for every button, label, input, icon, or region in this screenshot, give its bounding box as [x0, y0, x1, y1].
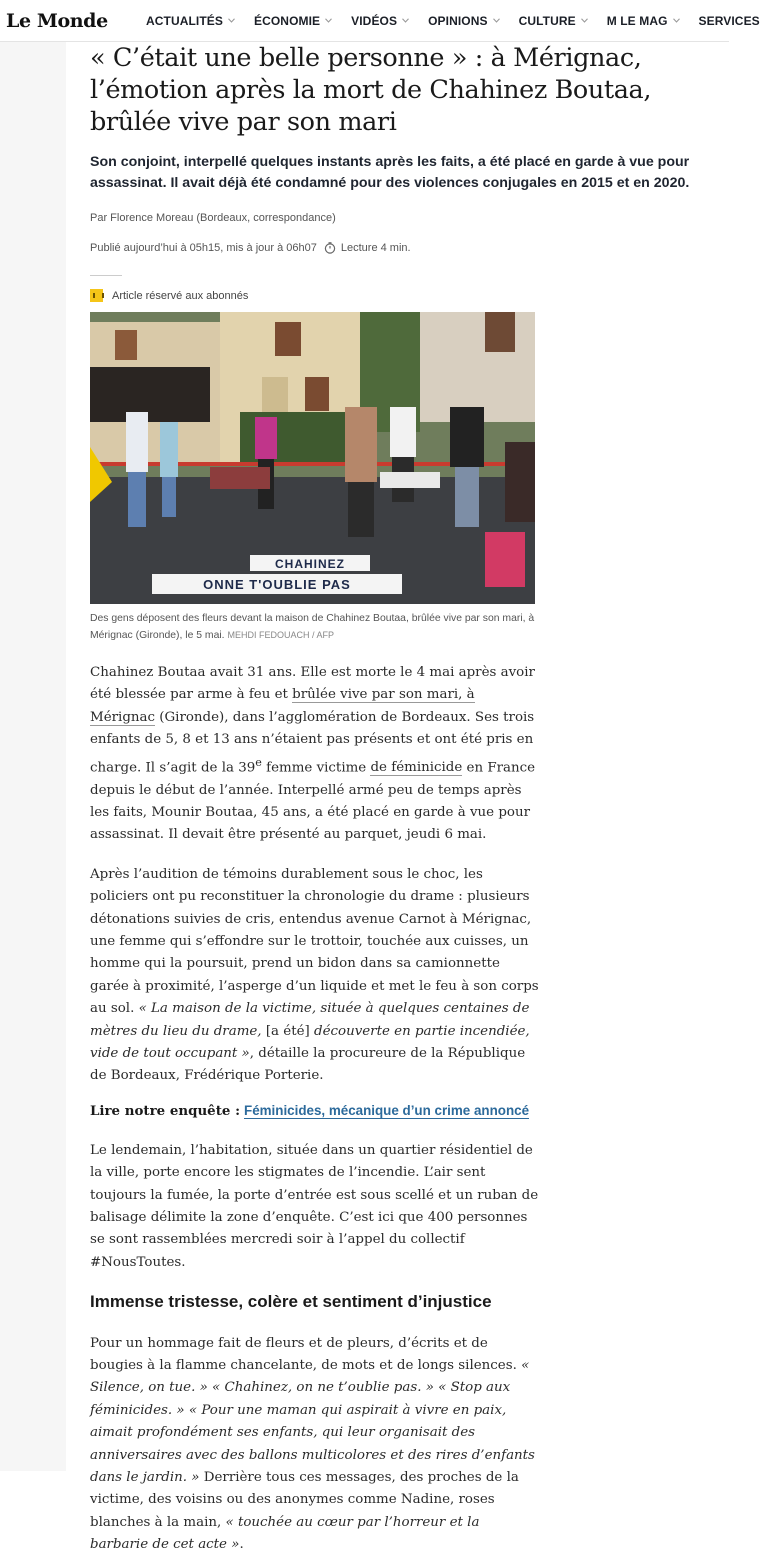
- p1-text-d: en France depuis le début de l’année. Interpellé armé peu de temps après les faits, Mounir Boutaa, 45 ans, a été placé en garde à vue pour assassinat. Il devait être présenté au parquet, jeudi 6 mai.: [90, 760, 536, 843]
- nav-item-label: ACTUALITÉS: [146, 13, 223, 28]
- p1-sup: e: [255, 755, 262, 769]
- nav-item-label: M LE MAG: [606, 13, 668, 28]
- photo-credit: MEHDI FEDOUACH / AFP: [227, 630, 334, 640]
- p1-text-a: Chahinez Boutaa avait 31 ans. Elle est morte le 4 mai après avoir été blessée par arme à feu et: [90, 665, 535, 703]
- p1-text-b: (Gironde), dans l’agglomération de Bordeaux. Ses trois enfants de 5, 8 et 13 ans n’étaient pas présents et ont été pris en charge. Il s’agit de la 39: [90, 709, 535, 776]
- nav-item-label: ÉCONOMIE: [254, 13, 321, 28]
- top-navigation: [0, 0, 760, 42]
- divider: [90, 275, 122, 276]
- p4-text-c: .: [239, 1537, 244, 1553]
- p2-quote-2: découverte en partie incendiée, vide de tout occupant »: [90, 1023, 530, 1061]
- nav-menu: [146, 14, 779, 28]
- chevron-down-icon: [325, 18, 332, 23]
- photo-caption: [90, 611, 540, 644]
- premium-badge: [90, 289, 710, 302]
- nav-item-services[interactable]: [699, 14, 760, 28]
- caption-text: Des gens déposent des fleurs devant la maison de Chahinez Boutaa, brûlée vive par son mari, à Mérignac (Gironde), le 5 mai.: [90, 613, 535, 641]
- nav-item-m-le-mag[interactable]: [607, 14, 680, 28]
- link-feminicide[interactable]: de féminicide: [370, 760, 463, 776]
- chevron-down-icon: [228, 18, 235, 23]
- premium-label: Article réservé aux abonnés: [112, 289, 249, 302]
- p2-text-a: Après l’audition de témoins durablement sous le choc, les policiers ont pu reconstituer la chronologie du drame : plusieurs détonations suivies de cris, entendus avenue Carnot à Mérignac, une femme qui s’effondre sur le trottoir, touchée aux cuisses, un homme qui la poursuit, prend un bidon dans sa camionnette garée à proximité, l’asperge d’un liquide et met le feu à son corps au sol.: [90, 866, 539, 1017]
- article-description: Son conjoint, interpellé quelques instants après les faits, a été placé en garde à vue pour assassinat. Il avait déjà été condamné pour des violences conjugales en 2015 et en 2020.: [90, 154, 690, 191]
- photo-sign-message: ONNE T'OUBLIE PAS: [203, 577, 351, 592]
- nav-item-label: CULTURE: [518, 13, 576, 28]
- reading-time: Lecture 4 min.: [340, 242, 411, 254]
- p2-text-c: , détaille la procureure de la République de Bordeaux, Frédérique Porterie.: [90, 1045, 526, 1084]
- p1-text-c: femme victime: [261, 760, 371, 776]
- article-author[interactable]: Par Florence Moreau (Bordeaux, correspondance): [90, 212, 336, 224]
- p4-quote-1: « Silence, on tue. » « Chahinez, on ne t’oublie pas. » « Stop aux féminicides. » « Pour une maman qui aspirait à vivre en paix, aimait profondément ses enfants, qui leur organisait des anniversaires avec des ballons multicolores et des rires d’enfants dans le jardin. »: [90, 1358, 535, 1486]
- article: [90, 42, 710, 1557]
- nav-item-opinions[interactable]: [428, 14, 499, 28]
- subscriber-icon: [90, 289, 103, 302]
- p2-quote-1: « La maison de la victime, située à quelques centaines de mètres du lieu du drame,: [90, 1001, 530, 1039]
- photo-sign-chahinez: CHAHINEZ: [275, 557, 345, 571]
- chevron-down-icon: [402, 18, 409, 23]
- nav-item-label: OPINIONS: [428, 13, 488, 28]
- read-also-link[interactable]: Féminicides, mécanique d’un crime annoncé: [244, 1102, 530, 1118]
- p4-text-b: Derrière tous ces messages, des proches de la victime, des voisins ou des anonymes comme Nadine, roses blanches à la main,: [90, 1470, 519, 1530]
- paragraph-4: [90, 1333, 540, 1557]
- paragraph-1: [90, 662, 540, 847]
- nav-item-culture[interactable]: [519, 14, 588, 28]
- clock-icon: [324, 242, 336, 254]
- p4-quote-2: « touchée au cœur par l’horreur et la barbarie de cet acte »: [90, 1514, 480, 1553]
- section-heading: Immense tristesse, colère et sentiment d’injustice: [90, 1292, 492, 1312]
- read-also-label: Lire notre enquête :: [90, 1102, 241, 1119]
- nav-item--conomie[interactable]: [254, 14, 332, 28]
- chevron-down-icon: [581, 18, 588, 23]
- nav-item-label: SERVICES: [698, 13, 760, 28]
- nav-item-actualit-s[interactable]: [146, 14, 235, 28]
- p4-text-a: Pour un hommage fait de fleurs et de pleurs, d’écrits et de bougies à la flamme chancelante, de mots et de longs silences.: [90, 1335, 522, 1374]
- article-title: « C’était une belle personne » : à Mérignac, l’émotion après la mort de Chahinez Boutaa, brûlée vive par son mari: [90, 43, 652, 137]
- article-meta: [90, 242, 710, 254]
- site-logo[interactable]: Le Monde: [6, 9, 108, 32]
- paragraph-3: Le lendemain, l’habitation, située dans un quartier résidentiel de la ville, porte encore les stigmates de l’incendie. L’air sent toujours la fumée, la porte d’entrée est sous scellé et un ruban de balisage délimite la zone d’enquête. C’est ici que 400 personnes se sont rassemblées mercredi soir à l’appel du collectif #NousToutes.: [90, 1142, 539, 1270]
- nav-item-vid-os[interactable]: [351, 14, 409, 28]
- paragraph-2: [90, 864, 540, 1088]
- article-photo[interactable]: [90, 312, 535, 604]
- page-gutter: [0, 42, 66, 1471]
- publish-date: Publié aujourd’hui à 05h15, mis à jour à 06h07: [90, 242, 317, 254]
- p2-text-b: [a été]: [261, 1023, 315, 1039]
- chevron-down-icon: [493, 18, 500, 23]
- chevron-down-icon: [673, 18, 680, 23]
- link-brulee-vive[interactable]: brûlée vive par son mari, à Mérignac: [90, 687, 475, 725]
- read-also: [90, 1100, 540, 1123]
- photo-scene: [90, 312, 535, 604]
- nav-item-label: VIDÉOS: [351, 13, 398, 28]
- article-body: [90, 662, 540, 1557]
